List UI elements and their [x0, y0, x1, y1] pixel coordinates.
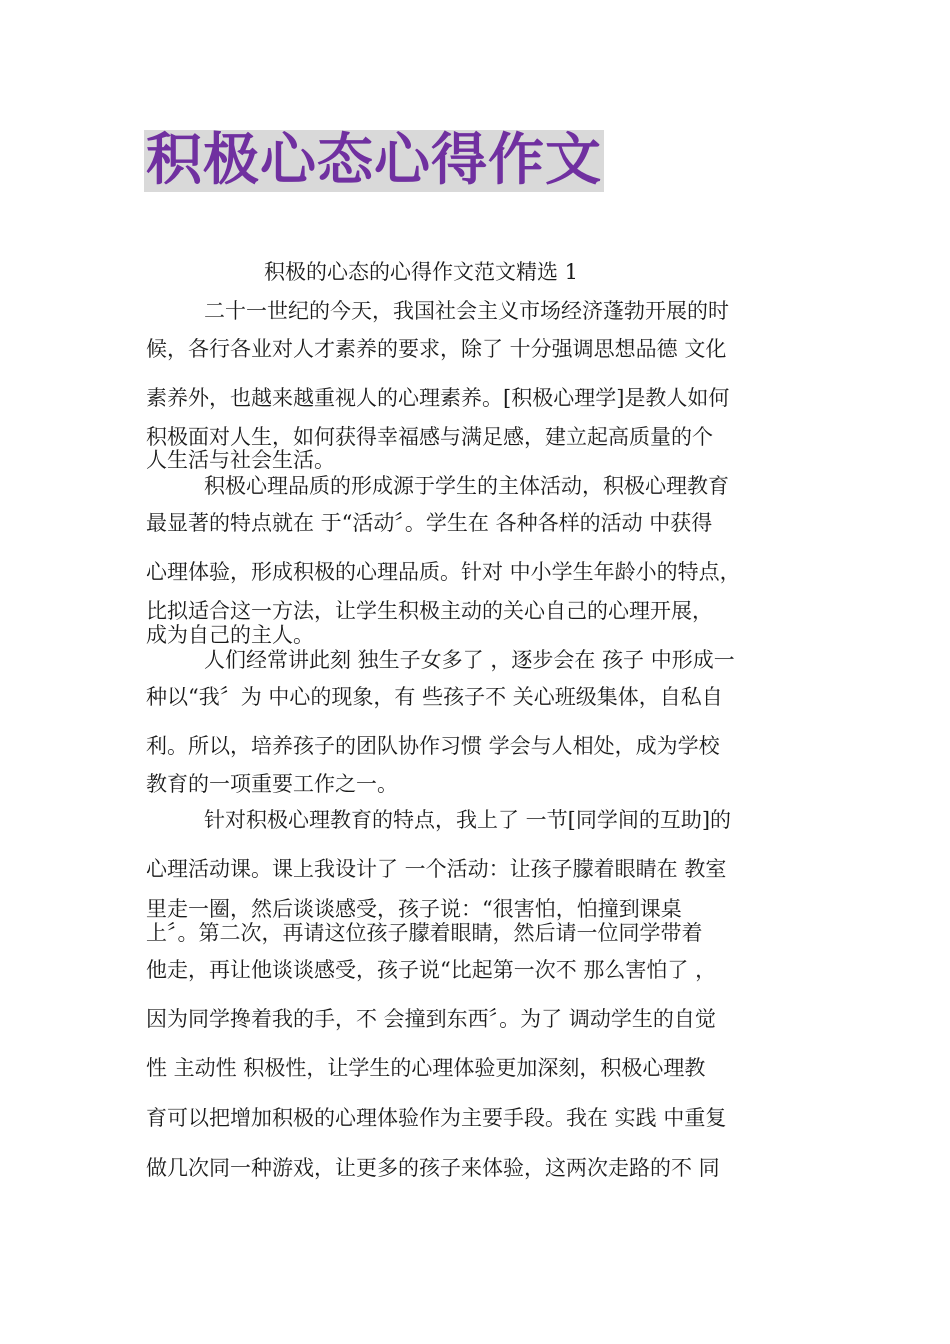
- document-title: 积极心态心得作文: [146, 128, 602, 193]
- paragraph-line: 里走一圈，然后谈谈感受，孩子说：“很害怕，怕撞到课桌: [146, 897, 682, 921]
- paragraph-line: 种以“我〞为 中心的现象，有 些孩子不 关心班级集体，自私自: [146, 685, 723, 709]
- paragraph-line: 成为自己的主人。: [146, 623, 314, 647]
- paragraph-line: 育可以把增加积极的心理体验作为主要手段。我在 实践 中重复: [146, 1106, 727, 1130]
- paragraph-line: 利。所以，培养孩子的团队协作习惯 学会与人相处，成为学校: [146, 734, 720, 758]
- paragraph-line: 人们经常讲此刻 独生子女多了 ，逐步会在 孩子 中形成一: [204, 648, 735, 672]
- paragraph-line: 教育的一项重要工作之一。: [146, 772, 398, 796]
- paragraph-line: 二十一世纪的今天，我国社会主义市场经济蓬勃开展的时: [204, 299, 729, 323]
- paragraph-line: 他走，再让他谈谈感受，孩子说“比起第一次不 那么害怕了 ，: [146, 958, 717, 982]
- paragraph-line: 积极面对人生，如何获得幸福感与满足感，建立起高质量的个: [146, 425, 713, 449]
- paragraph-line: 因为同学搀着我的手，不 会撞到东西〞。为了 调动学生的自觉: [146, 1007, 716, 1031]
- paragraph-line: 候，各行各业对人才素养的要求，除了 十分强调思想品德 文化: [146, 337, 727, 361]
- paragraph-line: 心理活动课。课上我设计了 一个活动：让孩子朦着眼睛在 教室: [146, 857, 727, 881]
- paragraph-line: 比拟适合这一方法，让学生积极主动的关心自己的心理开展，: [146, 599, 713, 623]
- paragraph-line: 积极心理品质的形成源于学生的主体活动，积极心理教育: [204, 474, 729, 498]
- paragraph-line: 性 主动性 积极性，让学生的心理体验更加深刻，积极心理教: [146, 1056, 706, 1080]
- paragraph-line: 上〞。第二次，再请这位孩子朦着眼睛，然后请一位同学带着: [146, 921, 703, 945]
- section-subtitle: 积极的心态的心得作文范文精选 1: [264, 260, 579, 284]
- paragraph-line: 最显著的特点就在 于“活动〞。学生在 各种各样的活动 中获得: [146, 511, 713, 535]
- paragraph-line: 人生活与社会生活。: [146, 448, 335, 472]
- paragraph-line: 素养外，也越来越重视人的心理素养。[积极心理学]是教人如何: [146, 386, 730, 410]
- paragraph-line: 做几次同一种游戏，让更多的孩子来体验，这两次走路的不 同: [146, 1156, 720, 1180]
- paragraph-line: 针对积极心理教育的特点，我上了 一节[同学间的互助]的: [204, 808, 732, 832]
- paragraph-line: 心理体验，形成积极的心理品质。针对 中小学生年龄小的特点，: [146, 560, 741, 584]
